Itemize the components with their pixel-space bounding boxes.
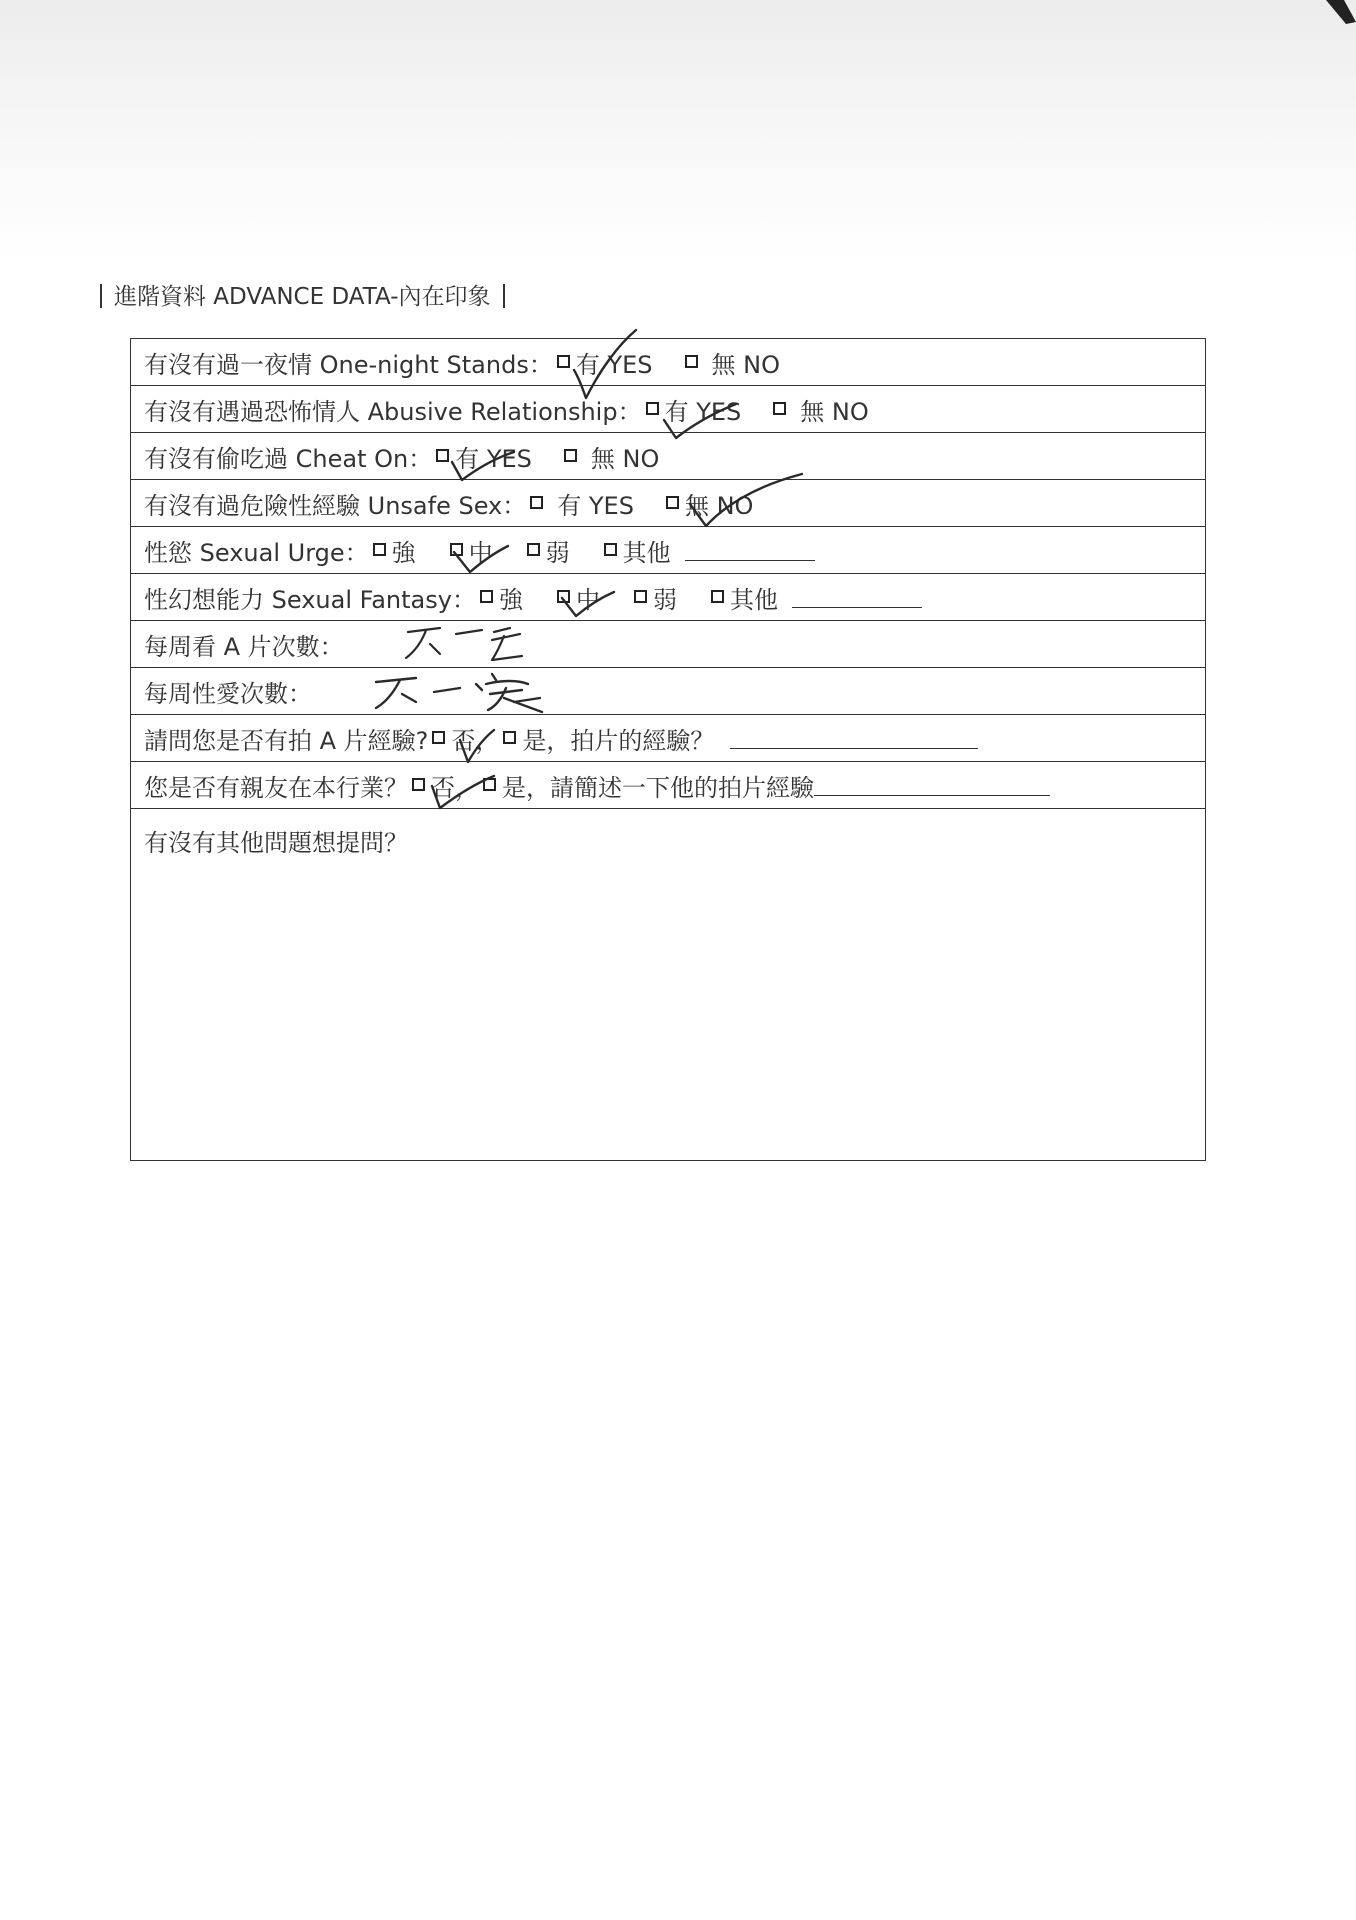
checkbox-medium[interactable]: [557, 590, 570, 603]
option-yes-label: 有 YES: [455, 444, 532, 473]
option-yes-label: 有 YES: [575, 350, 653, 379]
option-yes-label: 是，拍片的經驗？: [522, 726, 715, 755]
checkbox-weak[interactable]: [527, 543, 540, 556]
row-cheat-on: [131, 433, 1205, 480]
questionnaire-form: [130, 338, 1206, 1161]
option-yes-label: 有 YES: [557, 491, 634, 520]
question-label: 每周性愛次數：: [144, 679, 312, 708]
row-one-night-stands: [131, 339, 1205, 386]
option-no-label: 無 NO: [711, 350, 780, 379]
checkbox-other[interactable]: [711, 590, 724, 603]
question-label: 有沒有過危險性經驗 Unsafe Sex：: [144, 491, 527, 520]
question-label: 每周看 A 片次數：: [144, 632, 344, 661]
question-label: 性慾 Sexual Urge：: [144, 538, 369, 567]
option-no-label: 無 NO: [590, 444, 660, 473]
row-unsafe-sex: [131, 480, 1205, 527]
option-no-label: 否，: [431, 773, 479, 802]
row-weekly-av: [131, 621, 1205, 668]
option-strong-label: 強: [391, 538, 416, 567]
page-corner-mark: [1296, 0, 1356, 40]
option-yes-label: 是，請簡述一下他的拍片經驗: [502, 773, 814, 802]
checkbox-yes[interactable]: [483, 778, 496, 791]
option-weak-label: 弱: [545, 538, 570, 567]
checkbox-no[interactable]: [773, 402, 786, 415]
checkbox-other[interactable]: [604, 543, 617, 556]
section-title: [100, 278, 517, 311]
checkbox-no[interactable]: [666, 496, 679, 509]
option-no-label: 無 NO: [800, 397, 869, 426]
checkbox-no[interactable]: [685, 355, 698, 368]
handwritten-answer[interactable]: [372, 668, 562, 714]
question-label: 性幻想能力 Sexual Fantasy：: [144, 585, 476, 614]
question-label: 有沒有過一夜情 One-night Stands：: [144, 350, 553, 379]
question-label: 有沒有遇過恐怖情人 Abusive Relationship：: [144, 397, 642, 426]
option-strong-label: 強: [498, 585, 523, 614]
row-av-experience: [131, 715, 1205, 762]
row-other-questions: [131, 809, 1205, 858]
checkbox-yes[interactable]: [503, 731, 516, 744]
checkbox-weak[interactable]: [634, 590, 647, 603]
option-medium-label: 中: [575, 585, 600, 614]
option-other-label: 其他: [622, 538, 671, 567]
option-yes-label: 有 YES: [664, 397, 742, 426]
option-weak-label: 弱: [652, 585, 677, 614]
other-input-line[interactable]: [685, 540, 815, 561]
friend-experience-input-line[interactable]: [814, 775, 1050, 796]
row-abusive-relationship: [131, 386, 1205, 433]
checkbox-yes[interactable]: [530, 496, 543, 509]
option-other-label: 其他: [729, 585, 778, 614]
row-sexual-urge: [131, 527, 1205, 574]
section-title-text: 進階資料 ADVANCE DATA-內在印象: [114, 284, 491, 310]
checkbox-no[interactable]: [564, 449, 577, 462]
option-medium-label: 中: [468, 538, 493, 567]
checkbox-yes[interactable]: [646, 402, 659, 415]
checkbox-yes[interactable]: [436, 449, 449, 462]
experience-input-line[interactable]: [730, 728, 978, 749]
checkbox-no[interactable]: [432, 731, 445, 744]
scan-shadow: [0, 0, 1356, 260]
row-weekly-sex: [131, 668, 1205, 715]
option-no-label: 無 NO: [684, 491, 754, 520]
title-bar-right: [503, 284, 505, 308]
checkbox-yes[interactable]: [557, 355, 570, 368]
option-no-label: 否，: [451, 726, 500, 755]
checkbox-strong[interactable]: [480, 590, 493, 603]
question-label: 請問您是否有拍 A 片經驗?: [144, 726, 429, 755]
question-label: 有沒有偷吃過 Cheat On：: [144, 444, 433, 473]
checkbox-medium[interactable]: [450, 543, 463, 556]
title-bar-left: [100, 284, 102, 308]
other-input-line[interactable]: [792, 587, 922, 608]
question-label: 您是否有親友在本行業？: [144, 773, 408, 802]
handwritten-answer[interactable]: [400, 622, 530, 666]
row-sexual-fantasy: [131, 574, 1205, 621]
checkbox-no[interactable]: [412, 778, 425, 791]
question-label: 有沒有其他問題想提問？: [144, 829, 408, 857]
row-friends-in-industry: [131, 762, 1205, 809]
checkbox-strong[interactable]: [373, 543, 386, 556]
